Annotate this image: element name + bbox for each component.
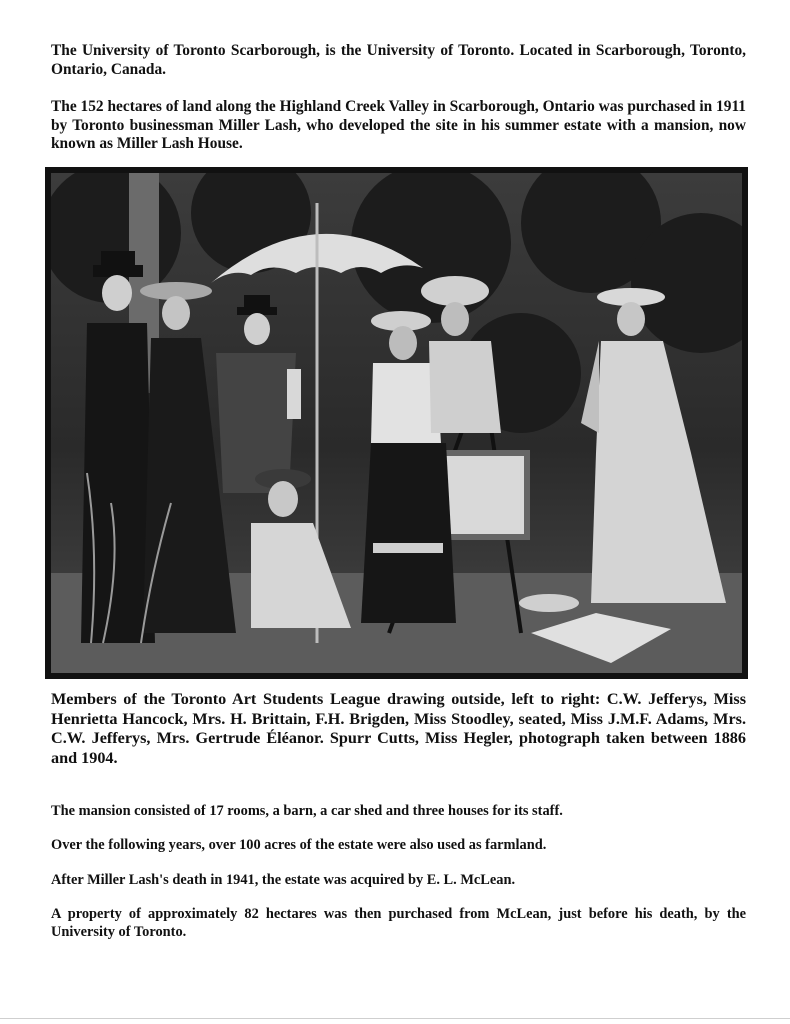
photo-art-students-league bbox=[51, 173, 742, 673]
page-bottom-divider bbox=[0, 1018, 790, 1019]
photo-caption: Members of the Toronto Art Students League drawing outside, left to right: C.W. Jefferys, Miss Henrietta Hancock, Mrs. H. Brittain, F.H. Brigden, Miss Stoodley, seated, Miss J.M.F. Adams, Mrs. C.W. Jefferys, Mrs. Gertrude Éléanor. Spurr Cutts, Miss Hegler, photograph taken between 1886 and 1904. bbox=[51, 690, 746, 767]
detail-paragraph-mansion: The mansion consisted of 17 rooms, a barn, a car shed and three houses for its staff. bbox=[51, 803, 563, 819]
historical-photograph bbox=[45, 167, 748, 679]
detail-paragraph-farmland: Over the following years, over 100 acres of the estate were also used as farmland. bbox=[51, 837, 547, 853]
detail-paragraph-mclean: After Miller Lash's death in 1941, the estate was acquired by E. L. McLean. bbox=[51, 872, 516, 888]
intro-paragraph-location: The University of Toronto Scarborough, is the University of Toronto. Located in Scarborough, Toronto, Ontario, Canada. bbox=[51, 42, 746, 78]
detail-paragraph-purchase: A property of approximately 82 hectares was then purchased from McLean, just before his death, by the University of Toronto. bbox=[51, 906, 746, 940]
intro-paragraph-history: The 152 hectares of land along the Highland Creek Valley in Scarborough, Ontario was purchased in 1911 by Toronto businessman Miller Lash, who developed the site in his summer estate with a mansion, now known as Miller Lash House. bbox=[51, 98, 746, 152]
